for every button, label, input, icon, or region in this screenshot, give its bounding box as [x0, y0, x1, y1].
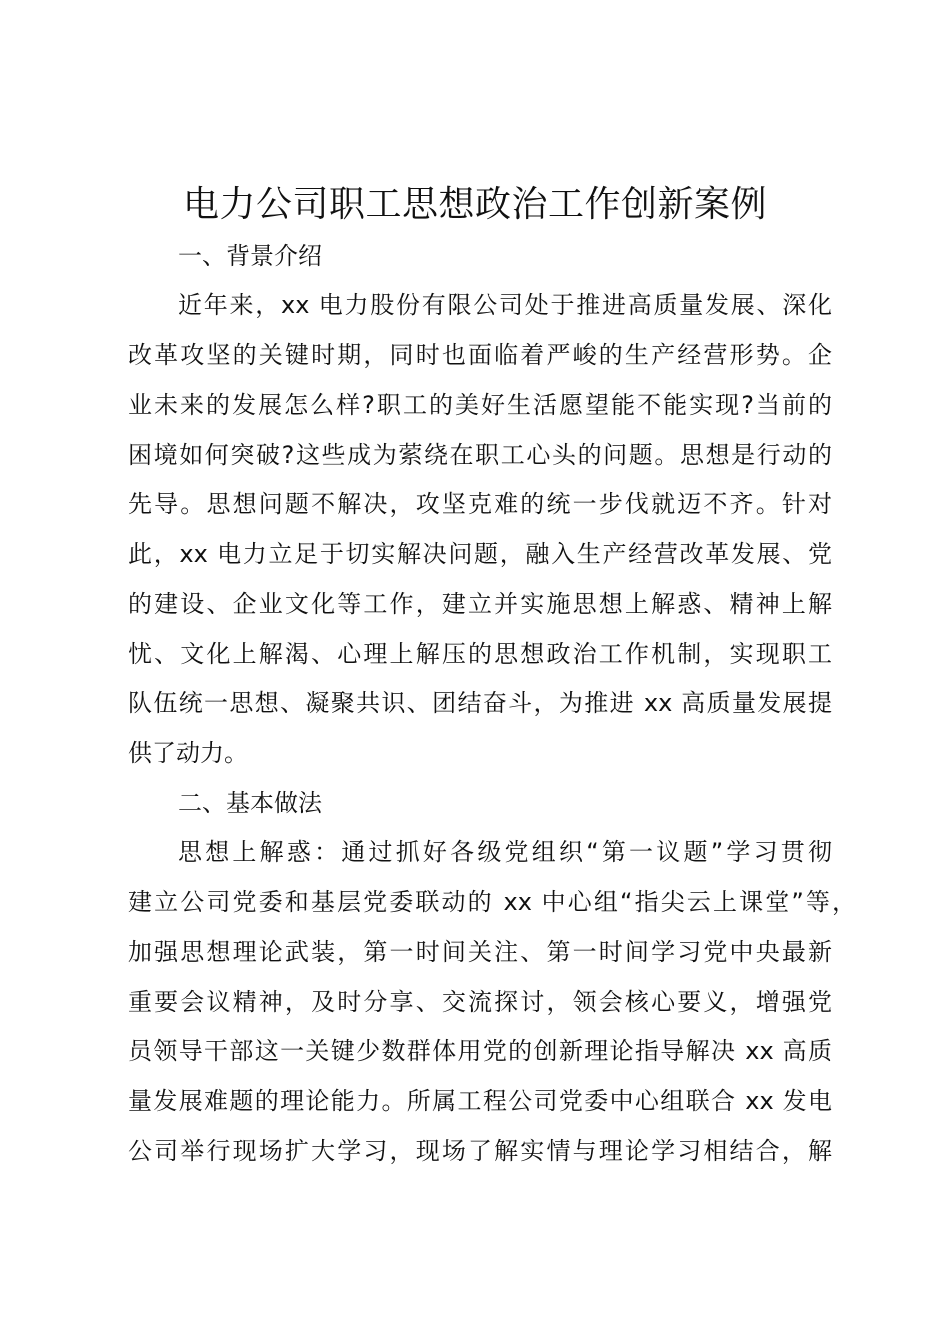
- paragraph-line: 公司举行现场扩大学习，现场了解实情与理论学习相结合，解: [128, 1137, 832, 1165]
- document-title: 电力公司职工思想政治工作创新案例: [182, 184, 767, 225]
- paragraph-line: 思想上解惑：通过抓好各级党组织“第一议题”学习贯彻: [178, 838, 832, 866]
- paragraph-line: 忧、文化上解渴、心理上解压的思想政治工作机制，实现职工: [128, 640, 832, 668]
- paragraph-line: 建立公司党委和基层党委联动的 xx 中心组“指尖云上课堂”等，: [128, 888, 856, 916]
- paragraph-line: 近年来，xx 电力股份有限公司处于推进高质量发展、深化: [178, 291, 832, 319]
- paragraph-line: 加强思想理论武装，第一时间关注、第一时间学习党中央最新: [128, 938, 832, 966]
- paragraph-line: 重要会议精神，及时分享、交流探讨，领会核心要义，增强党: [128, 988, 832, 1016]
- paragraph-line: 先导。思想问题不解决，攻坚克难的统一步伐就迈不齐。针对: [128, 490, 832, 518]
- paragraph-line: 改革攻坚的关键时期，同时也面临着严峻的生产经营形势。企: [128, 341, 832, 369]
- section-heading-methods: 二、基本做法: [178, 789, 322, 817]
- paragraph-line: 此，xx 电力立足于切实解决问题，融入生产经营改革发展、党: [128, 540, 832, 568]
- paragraph-line: 员领导干部这一关键少数群体用党的创新理论指导解决 xx 高质: [128, 1037, 832, 1065]
- paragraph-line: 供了动力。: [128, 739, 248, 767]
- paragraph-line: 业未来的发展怎么样?职工的美好生活愿望能不能实现?当前的: [128, 391, 832, 419]
- section-heading-background: 一、背景介绍: [178, 242, 322, 270]
- paragraph-line: 队伍统一思想、凝聚共识、团结奋斗，为推进 xx 高质量发展提: [128, 689, 832, 717]
- paragraph-line: 量发展难题的理论能力。所属工程公司党委中心组联合 xx 发电: [128, 1087, 832, 1115]
- paragraph-line: 的建设、企业文化等工作，建立并实施思想上解惑、精神上解: [128, 590, 832, 618]
- paragraph-line: 困境如何突破?这些成为萦绕在职工心头的问题。思想是行动的: [128, 441, 832, 469]
